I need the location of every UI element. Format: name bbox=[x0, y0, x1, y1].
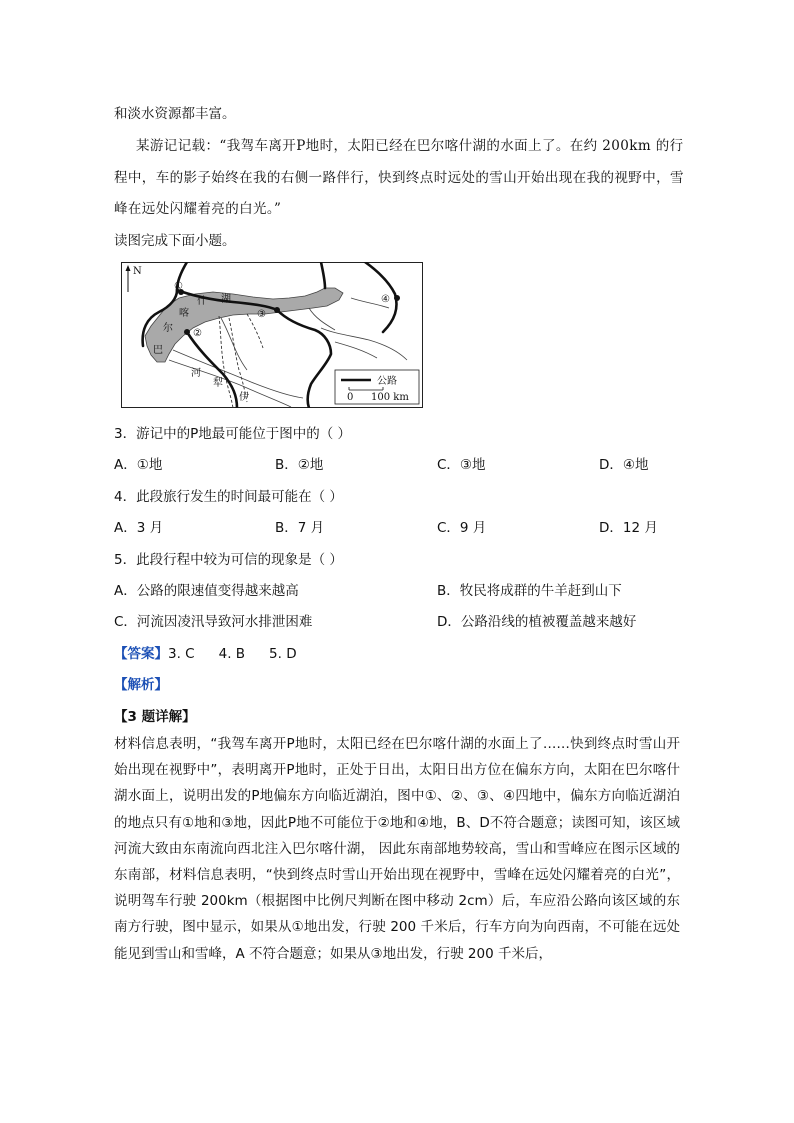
q4-option-b[interactable]: B．7 月 bbox=[275, 520, 325, 536]
river-char-1: 伊 bbox=[239, 392, 249, 403]
lake-char-2: 尔 bbox=[163, 323, 173, 334]
q3-detail-text: 材料信息表明，“我驾车离开P地时，太阳已经在巴尔喀什湖的水面上了……快到终点时雪山开始出现在视野中”，表明离开P地时，正处于日出，太阳日出方位在偏东方向，太阳在巴尔喀什湖水面上，说明出发的P地偏东方向临近湖泊，图中①、②、③、④四地中，偏东方向临近湖泊的地点只有①地和③地，因此P地不可能位于②地和④地，B、D不符合题意；读图可知，该区域河流大致由东南流向西北注入巴尔喀什湖， 因此东南部地势较高，雪山和雪峰应在图示区域的东南部，材料信息表明，“快到终点时雪山开始出现在视野中，雪峰在远处闪耀着亮的白光”，说明驾车行驶 200km（根据图中比例尺判断在图中移动 2cm）后，车应沿公路向该区域的东南方行驶，图中显示，如果从①地出发，行驶 200 千米后，行车方向为向西南，不可能在远处能见到雪山和雪峰，A 不符合题意；如果从③地出发，行驶 200 千米后， bbox=[114, 736, 680, 962]
point-4-label: ④ bbox=[381, 294, 390, 305]
q5-option-d[interactable]: D．公路沿线的植被覆盖越来越好 bbox=[437, 614, 637, 630]
instruction: 读图完成下面小题。 bbox=[114, 233, 236, 249]
q4-option-a[interactable]: A．3 月 bbox=[114, 520, 164, 536]
q3-option-c[interactable]: C．③地 bbox=[437, 457, 486, 473]
answer-4: 4. B bbox=[218, 646, 246, 662]
q5-option-a[interactable]: A．公路的限速值变得越来越高 bbox=[114, 583, 299, 599]
q3-stem: 3．游记中的P地最可能位于图中的（ ） bbox=[114, 426, 352, 442]
q5-option-c[interactable]: C．河流因凌汛导致河水排泄困难 bbox=[114, 614, 313, 630]
q5-option-b[interactable]: B．牧民将成群的牛羊赶到山下 bbox=[437, 583, 622, 599]
answer-5: 5. D bbox=[269, 646, 297, 662]
scale-label: 100 km bbox=[371, 392, 409, 403]
q5-stem: 5．此段行程中较为可信的现象是（ ） bbox=[114, 552, 343, 568]
q4-option-d[interactable]: D．12 月 bbox=[599, 520, 658, 536]
river-char-3: 河 bbox=[191, 368, 201, 379]
lake-char-1: 巴 bbox=[153, 345, 163, 356]
point-1-label: ① bbox=[174, 281, 183, 292]
map-figure bbox=[121, 262, 423, 408]
quote-line-1: 某游记记载：“我驾车离开P地时，太阳已经在巴尔喀什湖的水面上了。在约 200km 的行 bbox=[136, 138, 684, 154]
quote-line-3: 峰在远处闪耀着亮的白光。” bbox=[114, 201, 282, 217]
q4-option-c[interactable]: C．9 月 bbox=[437, 520, 487, 536]
lake-char-3: 喀 bbox=[179, 308, 189, 319]
legend-label: 公路 bbox=[377, 376, 397, 387]
intro-line: 和淡水资源都丰富。 bbox=[114, 106, 236, 122]
river-char-2: 犁 bbox=[213, 378, 223, 389]
scale-zero: 0 bbox=[347, 392, 354, 403]
lake-char-5: 湖 bbox=[221, 294, 231, 305]
north-label: N bbox=[133, 266, 142, 277]
analysis-label: 【解析】 bbox=[114, 677, 168, 693]
lake-char-4: 什 bbox=[197, 296, 207, 307]
q3-option-b[interactable]: B．②地 bbox=[275, 457, 324, 473]
q4-stem: 4．此段旅行发生的时间最可能在（ ） bbox=[114, 489, 343, 505]
answer-label: 【答案】 bbox=[114, 646, 168, 662]
point-3-label: ③ bbox=[257, 309, 266, 320]
q3-option-d[interactable]: D．④地 bbox=[599, 457, 649, 473]
q3-detail-label: 【3 题详解】 bbox=[114, 709, 196, 725]
point-2-label: ② bbox=[193, 328, 202, 339]
answer-line bbox=[114, 644, 297, 664]
quote-line-2: 程中，车的影子始终在我的右侧一路伴行，快到终点时远处的雪山开始出现在我的视野中，雪 bbox=[114, 170, 684, 186]
answer-3: 3. C bbox=[168, 646, 195, 662]
q3-option-a[interactable]: A．①地 bbox=[114, 457, 163, 473]
